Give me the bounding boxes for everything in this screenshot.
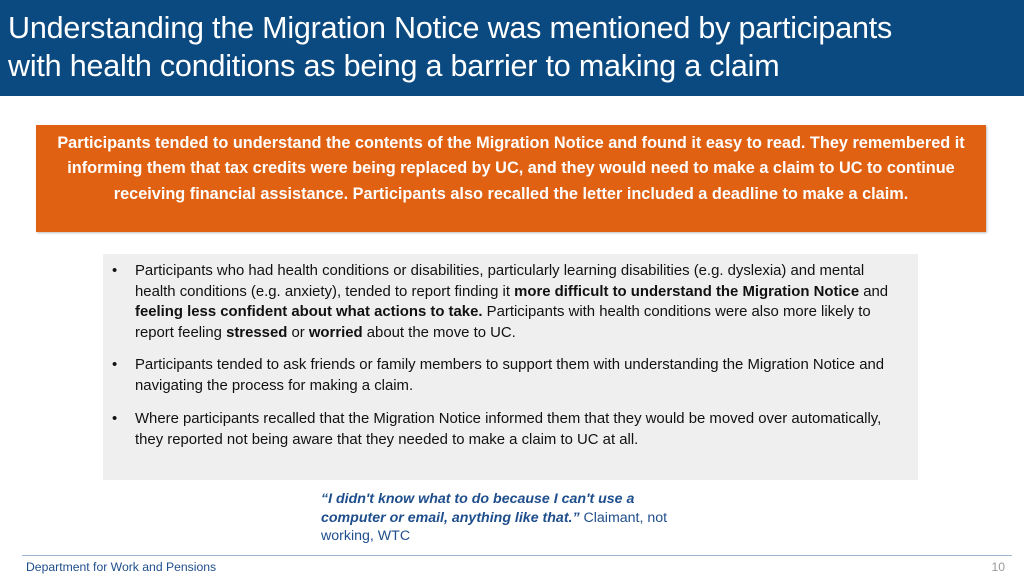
footer-department: Department for Work and Pensions (26, 560, 217, 574)
slide-title-line-2: with health conditions as being a barrier to making a claim (8, 49, 780, 83)
bullet-icon: • (112, 263, 118, 279)
summary-callout (36, 125, 986, 232)
quote-text: “I didn't know what to do because I can't use a computer or email, anything like that.” (321, 491, 635, 526)
slide-title-line-1: Understanding the Migration Notice was mentioned by participants (8, 11, 893, 45)
bullet-icon: • (112, 411, 118, 427)
participant-quote (321, 490, 701, 546)
finding-item (112, 409, 902, 450)
page-number: 10 (991, 560, 1005, 574)
title-bar (0, 0, 1024, 96)
finding-text: Where participants recalled that the Migration Notice informed them that they would be moved over automatically, they reported not being aware that they needed to make a claim to UC at all. (135, 411, 882, 448)
finding-item (112, 261, 902, 344)
findings-panel (103, 254, 918, 480)
finding-text: Participants who had health conditions or disabilities, particularly learning disabilities (e.g. dyslexia) and mental health conditions (e.g. anxiety), tended to report finding it more difficult to understand the Migration Notice and feeling less confident about what actions to take. Participants with health conditions were also more likely to report feeling stressed or worried about the move to UC. (135, 263, 889, 342)
quote-attribution: Claimant, not working, WTC (321, 509, 668, 544)
finding-item (112, 355, 902, 396)
finding-text: Participants tended to ask friends or family members to support them with understanding the Migration Notice and navigating the process for making a claim. (135, 357, 885, 394)
bullet-icon: • (112, 357, 118, 373)
footer-divider (22, 555, 1012, 556)
summary-callout-text: Participants tended to understand the contents of the Migration Notice and found it easy to read. They remembered it informing them that tax credits were being replaced by UC, and they would need to make a claim to UC to continue receiving financial assistance. Participants also recalled the letter included a deadline to make a claim. (57, 134, 965, 203)
slide-title (8, 9, 1020, 85)
